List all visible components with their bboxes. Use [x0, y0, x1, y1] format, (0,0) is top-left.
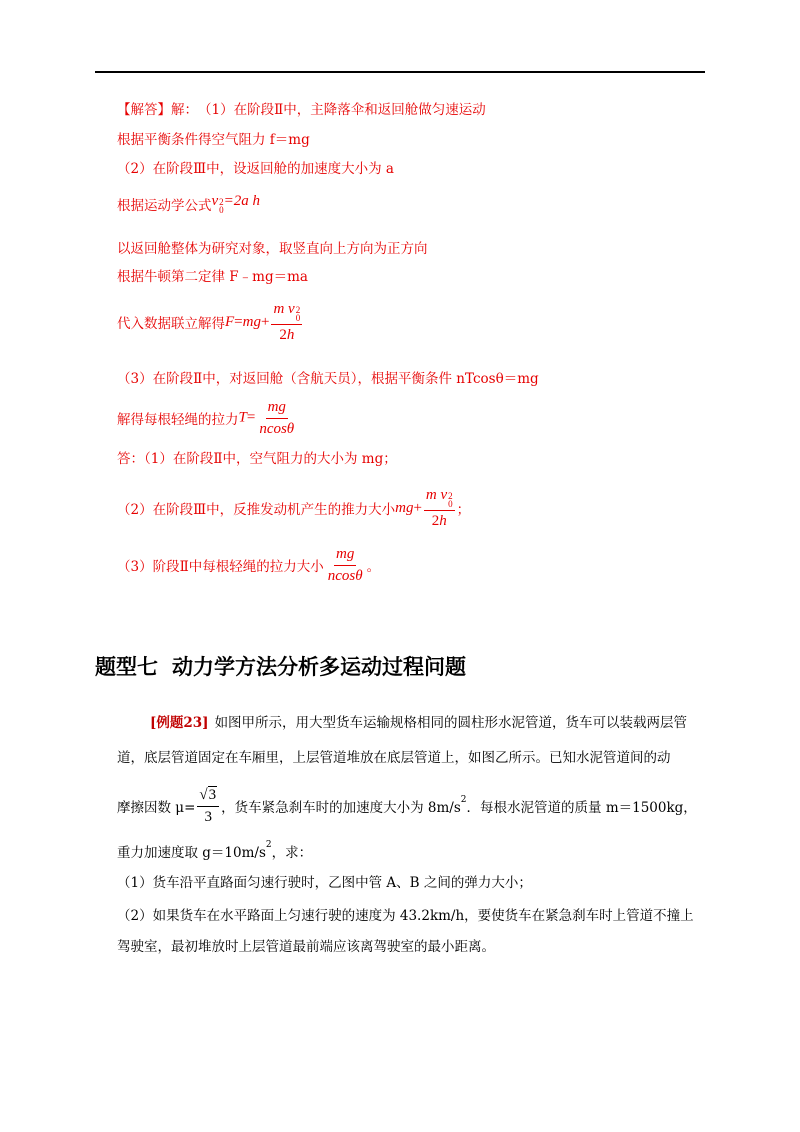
section-heading [95, 651, 466, 681]
solution-line-7 [117, 301, 304, 344]
question-line-2 [117, 904, 694, 924]
solution-line-5 [117, 237, 428, 257]
example-text-3a: 摩擦因数 μ= [117, 799, 196, 816]
example-line-1 [150, 711, 687, 731]
solution-tag: 【解答】 [117, 102, 171, 118]
example-tag: [例题23] [150, 715, 209, 731]
answer-text-3: （3）阶段Ⅱ中每根轻绳的拉力大小 [117, 559, 324, 575]
answer-line-1 [117, 447, 397, 467]
formula-tension-answer: $\frac{mg}{ncos\theta}$ [327, 546, 363, 584]
example-line-2 [117, 746, 671, 766]
solution-text-7: 代入数据联立解得 [117, 316, 225, 333]
solution-line-9 [117, 399, 298, 437]
exponent-2b: 2 [265, 840, 272, 850]
question-text-2b: 驾驶室，最初堆放时上层管道最前端应该离驾驶室的最小距离。 [117, 939, 495, 955]
solution-text-1: （1）在阶段Ⅱ中，主降落伞和返回舱做匀速运动 [198, 102, 486, 118]
solution-text-6: 根据牛顿第二定律 F﹣mg＝ma [117, 269, 308, 285]
formula-kinematics: v 2 0 =2a h [211, 193, 261, 216]
solution-text-9: 解得每根轻绳的拉力 [117, 412, 239, 428]
example-text-1: 如图甲所示，用大型货车运输规格相同的圆柱形水泥管道，货车可以装载两层管 [214, 715, 688, 731]
solution-line-2 [117, 128, 310, 148]
solution-intro: 解： [171, 102, 198, 118]
example-text-3c: ．每根水泥管道的质量 m＝1500kg， [466, 799, 697, 816]
example-line-4 [117, 841, 312, 861]
question-line-1 [117, 871, 532, 891]
formula-thrust: mg+ m v 2 0 2h [395, 487, 453, 530]
answer-line-3 [117, 546, 380, 584]
solution-text-8: （3）在阶段Ⅱ中，对返回舱（含航天员），根据平衡条件 nTcosθ＝mg [117, 371, 539, 387]
question-line-3 [117, 935, 495, 955]
example-text-3b: ，货车紧急刹车时的加速度大小为 8m/s [221, 799, 461, 816]
answer-text-2: （2）在阶段Ⅲ中，反推发动机产生的推力大小 [117, 502, 396, 519]
solution-line-3 [117, 157, 394, 177]
solution-line-1 [117, 98, 486, 118]
answer-end-3: 。 [366, 559, 381, 575]
section-title: 动力学方法分析多运动过程问题 [172, 655, 466, 679]
solution-line-4 [117, 193, 260, 214]
solution-text-2: 根据平衡条件得空气阻力 f＝mg [117, 132, 310, 148]
header-rule [95, 71, 705, 73]
formula-friction-coefficient: √ 3 3 [195, 786, 221, 825]
solution-line-6 [117, 265, 308, 285]
solution-text-4: 根据运动学公式 [117, 197, 212, 214]
answer-end-2: ； [456, 502, 471, 519]
answer-text-1: 答：（1）在阶段Ⅱ中，空气阻力的大小为 mg； [117, 451, 397, 467]
formula-force: F=mg+ m v 2 0 2h [225, 301, 301, 344]
example-text-4a: 重力加速度取 g＝10m/s [117, 845, 266, 861]
example-text-2: 道，底层管道固定在车厢里，上层管道堆放在底层管道上，如图乙所示。已知水泥管道间的动 [117, 750, 671, 766]
example-text-4b: ，求： [271, 845, 313, 861]
solution-text-5: 以返回舱整体为研究对象，取竖直向上方向为正方向 [117, 241, 428, 257]
solution-line-8 [117, 367, 539, 387]
question-text-1: （1）货车沿平直路面匀速行驶时，乙图中管 A、B 之间的弹力大小； [117, 875, 532, 891]
question-text-2a: （2）如果货车在水平路面上匀速行驶的速度为 43.2km/h，要使货车在紧急刹车时上管道不撞上 [117, 908, 694, 924]
answer-line-2 [117, 487, 470, 530]
formula-tension: T= $\frac{mg}{ncos\theta}$ [238, 399, 295, 437]
solution-text-3: （2）在阶段Ⅲ中，设返回舱的加速度大小为 a [117, 161, 394, 177]
section-label: 题型七 [95, 655, 158, 679]
example-line-3 [117, 786, 697, 825]
exponent-2a: 2 [460, 794, 467, 805]
